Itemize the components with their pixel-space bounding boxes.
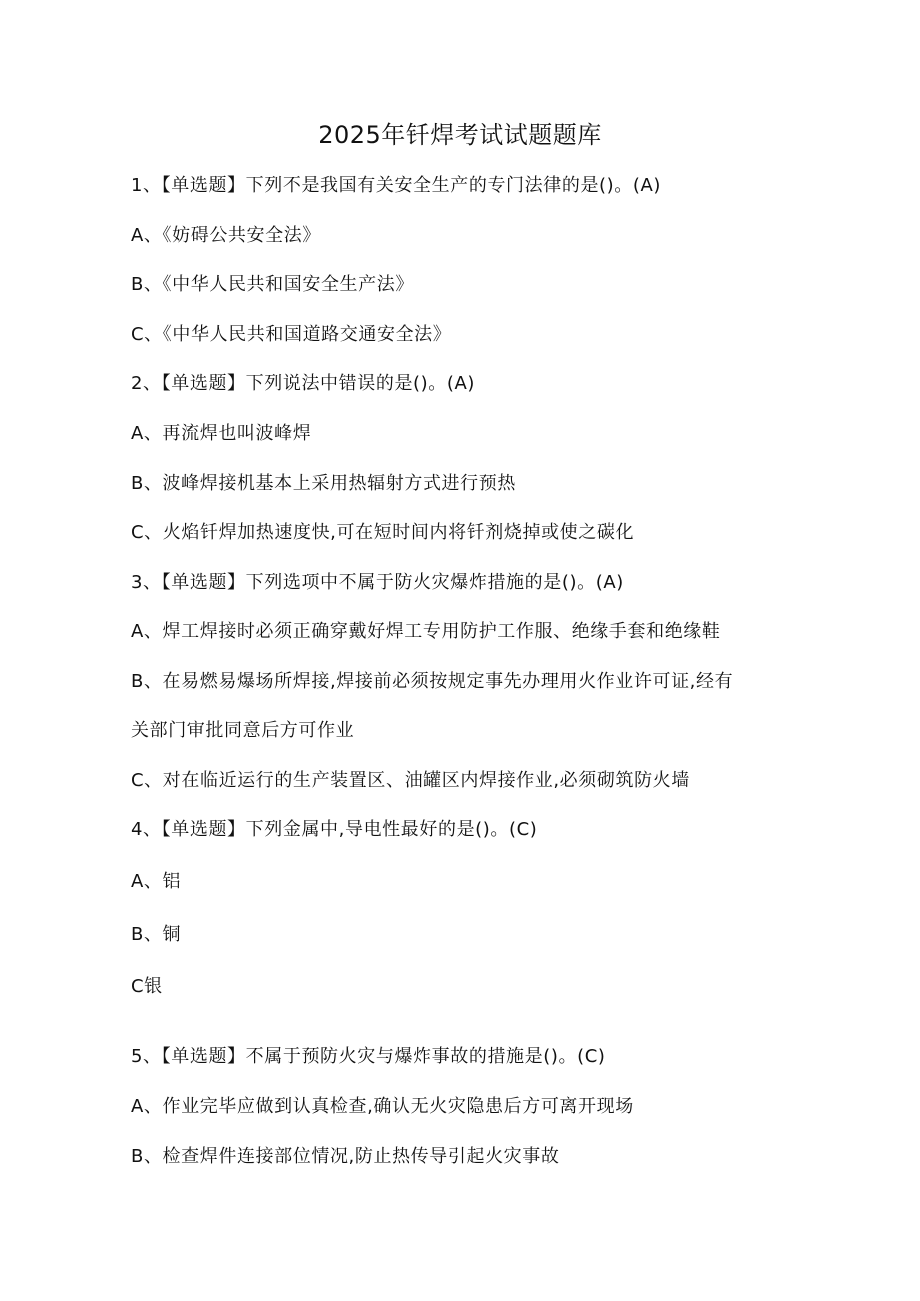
- question-3-option-a: A、焊工焊接时必须正确穿戴好焊工专用防护工作服、绝缘手套和绝缘鞋: [131, 621, 721, 642]
- question-2-option-b: B、波峰焊接机基本上采用热辐射方式进行预热: [131, 473, 516, 494]
- question-3-option-b: B、在易燃易爆场所焊接,焊接前必须按规定事先办理用火作业许可证,经有: [131, 671, 734, 692]
- question-2-option-c: C、火焰钎焊加热速度快,可在短时间内将钎剂烧掉或使之碳化: [131, 522, 635, 543]
- question-4-stem: 4、【单选题】下列金属中,导电性最好的是()。(C): [131, 819, 538, 840]
- question-1-option-b: B、《中华人民共和国安全生产法》: [131, 274, 414, 295]
- question-4-option-a: A、铝: [131, 871, 182, 892]
- question-1-option-c: C、《中华人民共和国道路交通安全法》: [131, 324, 452, 345]
- question-3-option-c: C、对在临近运行的生产装置区、油罐区内焊接作业,必须砌筑防火墙: [131, 770, 690, 791]
- question-4-option-b: B、铜: [131, 924, 182, 945]
- question-5-stem: 5、【单选题】不属于预防火灾与爆炸事故的措施是()。(C): [131, 1046, 606, 1067]
- question-3-option-b-continued: 关部门审批同意后方可作业: [131, 720, 355, 741]
- question-2-stem: 2、【单选题】下列说法中错误的是()。(A): [131, 373, 476, 394]
- question-4-option-c: C银: [131, 976, 163, 997]
- document-title: 2025年钎焊考试试题题库: [318, 121, 602, 149]
- question-5-option-a: A、作业完毕应做到认真检查,确认无火灾隐患后方可离开现场: [131, 1096, 634, 1117]
- question-5-option-b: B、检查焊件连接部位情况,防止热传导引起火灾事故: [131, 1146, 560, 1167]
- question-2-option-a: A、再流焊也叫波峰焊: [131, 423, 312, 444]
- question-1-option-a: A、《妨碍公共安全法》: [131, 225, 321, 246]
- question-3-stem: 3、【单选题】下列选项中不属于防火灾爆炸措施的是()。(A): [131, 572, 624, 593]
- question-1-stem: 1、【单选题】下列不是我国有关安全生产的专门法律的是()。(A): [131, 175, 662, 196]
